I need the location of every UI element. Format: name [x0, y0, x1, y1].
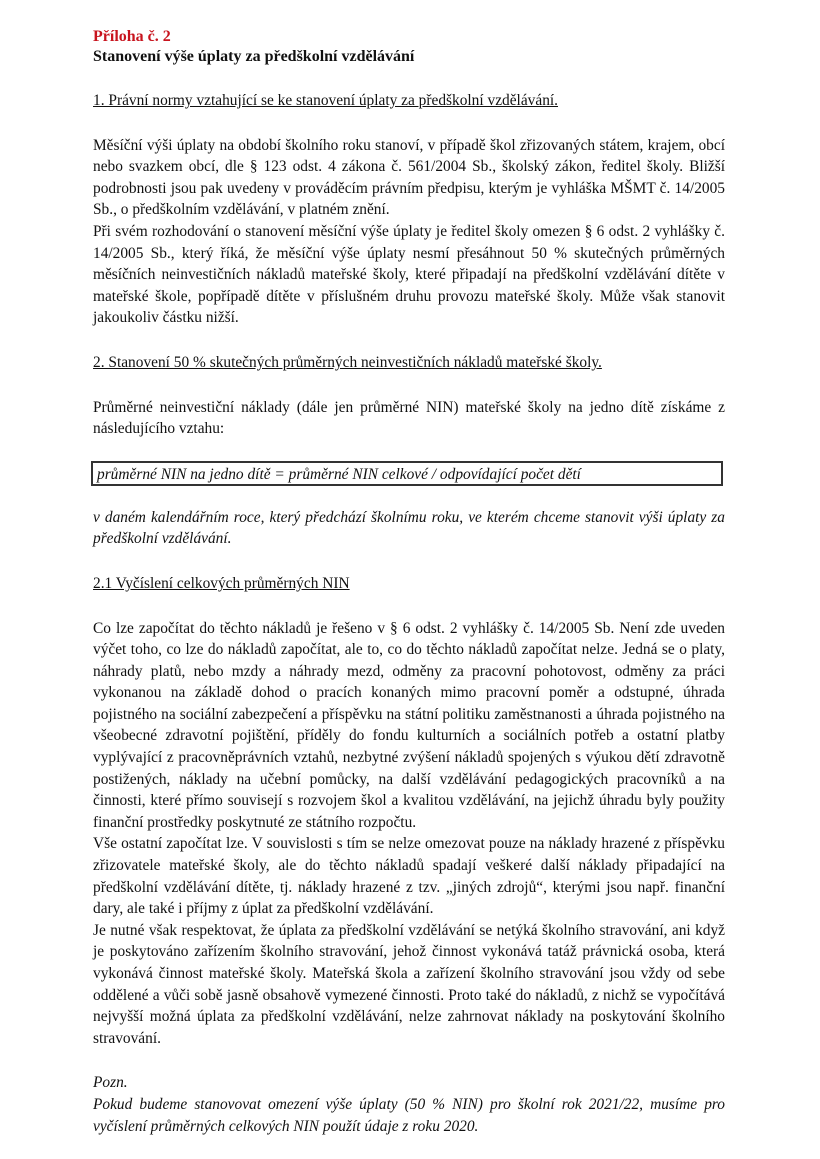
- note-text: Pokud budeme stanovovat omezení výše úplaty (50 % NIN) pro školní rok 2021/22, musíme pro vyčíslení průměrných celkových NIN použít údaje z roku 2020.: [93, 1095, 725, 1135]
- document-page: [93, 27, 725, 1137]
- spacer: [93, 1049, 725, 1072]
- section-2-1-paragraph-3: Je nutné však respektovat, že úplata za předškolní vzdělávání se netýká školního stravování, ani když je poskytováno zařízením školního stravování, jehož činnost vykonává tatáž právnická osoba, která vykonává činnost mateřské školy. Mateřská škola a zařízení školního stravování jsou vždy od sebe oddělené a vůči sobě jasně obsahově vymezené činnosti. Proto také do nákladů, z nichž se vypočítává nejvyšší možná úplata za předškolní vzdělávání, nelze zahrnovat náklady na poskytování školního stravování.: [93, 921, 725, 1047]
- spacer: [93, 329, 725, 352]
- section-2-1-paragraph-2: Vše ostatní započítat lze. V souvislosti s tím se nelze omezovat pouze na náklady hrazené z příspěvku zřizovatele mateřské školy, ale do těchto nákladů spadají veškeré další náklady připadající na předškolní vzdělávání dítěte, tj. náklady hrazené z tzv. „jiných zdrojů“, kterými jsou např. finanční dary, ale také i příjmy z úplat za předškolní vzdělávání.: [93, 835, 725, 918]
- spacer: [93, 486, 725, 507]
- section-2-heading: 2. Stanovení 50 % skutečných průměrných neinvestičních nákladů mateřské školy.: [93, 353, 602, 371]
- spacer: [93, 67, 725, 90]
- section-2-intro: Průměrné neinvestiční náklady (dále jen průměrné NIN) mateřské školy na jedno dítě získáme z následujícího vztahu:: [93, 398, 725, 438]
- formula-note: v daném kalendářním roce, který předchází školnímu roku, ve kterém chceme stanovit výši úplaty za předškolní vzdělávání.: [93, 508, 725, 548]
- section-2-1-paragraph-1: Co lze započítat do těchto nákladů je řešeno v § 6 odst. 2 vyhlášky č. 14/2005 Sb. Není zde uveden výčet toho, co lze do nákladů započítat, ale to, co do těchto nákladů započítat nelze. Jedná se o platy, náhrady platů, nebo mzdy a náhrady mezd, odměny za pracovní pohotovost, odměny za práci vykonanou na základě dohod o pracích konaných mimo pracovní poměr a odstupné, úhrada pojistného na sociální zabezpečení a příspěvku na státní politiku zaměstnanosti a úhrada pojistného na všeobecné zdravotní pojištění, příděly do fondu kulturních a sociálních potřeb a ostatní platby vyplývající z pracovněprávních vztahů, nezbytné zvýšení nákladů spojených s výukou dětí zdravotně postižených, náklady na učební pomůcky, na další vzdělávání pedagogických pracovníků a na činnosti, které přímo souvisejí s rozvojem škol a kvalitou vzdělávání, na jejichž úhradu byly použity finanční prostředky poskytnuté ze státního rozpočtu.: [93, 619, 725, 831]
- section-2-1-heading: 2.1 Vyčíslení celkových průměrných NIN: [93, 574, 350, 592]
- spacer: [93, 374, 725, 397]
- section-1-paragraph-1: Měsíční výši úplaty na období školního roku stanoví, v případě škol zřizovaných státem, krajem, obcí nebo svazkem obcí, dle § 123 odst. 4 zákona č. 561/2004 Sb., školský zákon, ředitel školy. Bližší podrobnosti jsou pak uvedeny v prováděcím právním předpisu, kterým je vyhláška MŠMT č. 14/2005 Sb., o předškolním vzdělávání, v platném znění.: [93, 136, 725, 219]
- section-1-paragraph-2: Při svém rozhodování o stanovení měsíční výše úplaty je ředitel školy omezen § 6 odst. 2 vyhlášky č. 14/2005 Sb., který říká, že měsíční výše úplaty nesmí přesáhnout 50 % skutečných průměrných měsíčních neinvestičních nákladů mateřské školy, které připadají na předškolní vzdělávání dítěte v mateřské škole, popřípadě dítěte v příslušném druhu provozu mateřské školy. Může však stanovit jakoukoliv částku nižší.: [93, 222, 725, 327]
- annex-label: Příloha č. 2: [93, 28, 171, 45]
- formula-box: průměrné NIN na jedno dítě = průměrné NIN celkové / odpovídající počet dětí: [91, 461, 723, 486]
- spacer: [93, 595, 725, 618]
- document-title: Stanovení výše úplaty za předškolní vzdělávání: [93, 48, 415, 65]
- spacer: [93, 550, 725, 573]
- section-1-heading: 1. Právní normy vztahující se ke stanovení úplaty za předškolní vzdělávání.: [93, 92, 559, 109]
- note-label: Pozn.: [93, 1074, 128, 1092]
- spacer: [93, 440, 725, 461]
- spacer: [93, 112, 725, 135]
